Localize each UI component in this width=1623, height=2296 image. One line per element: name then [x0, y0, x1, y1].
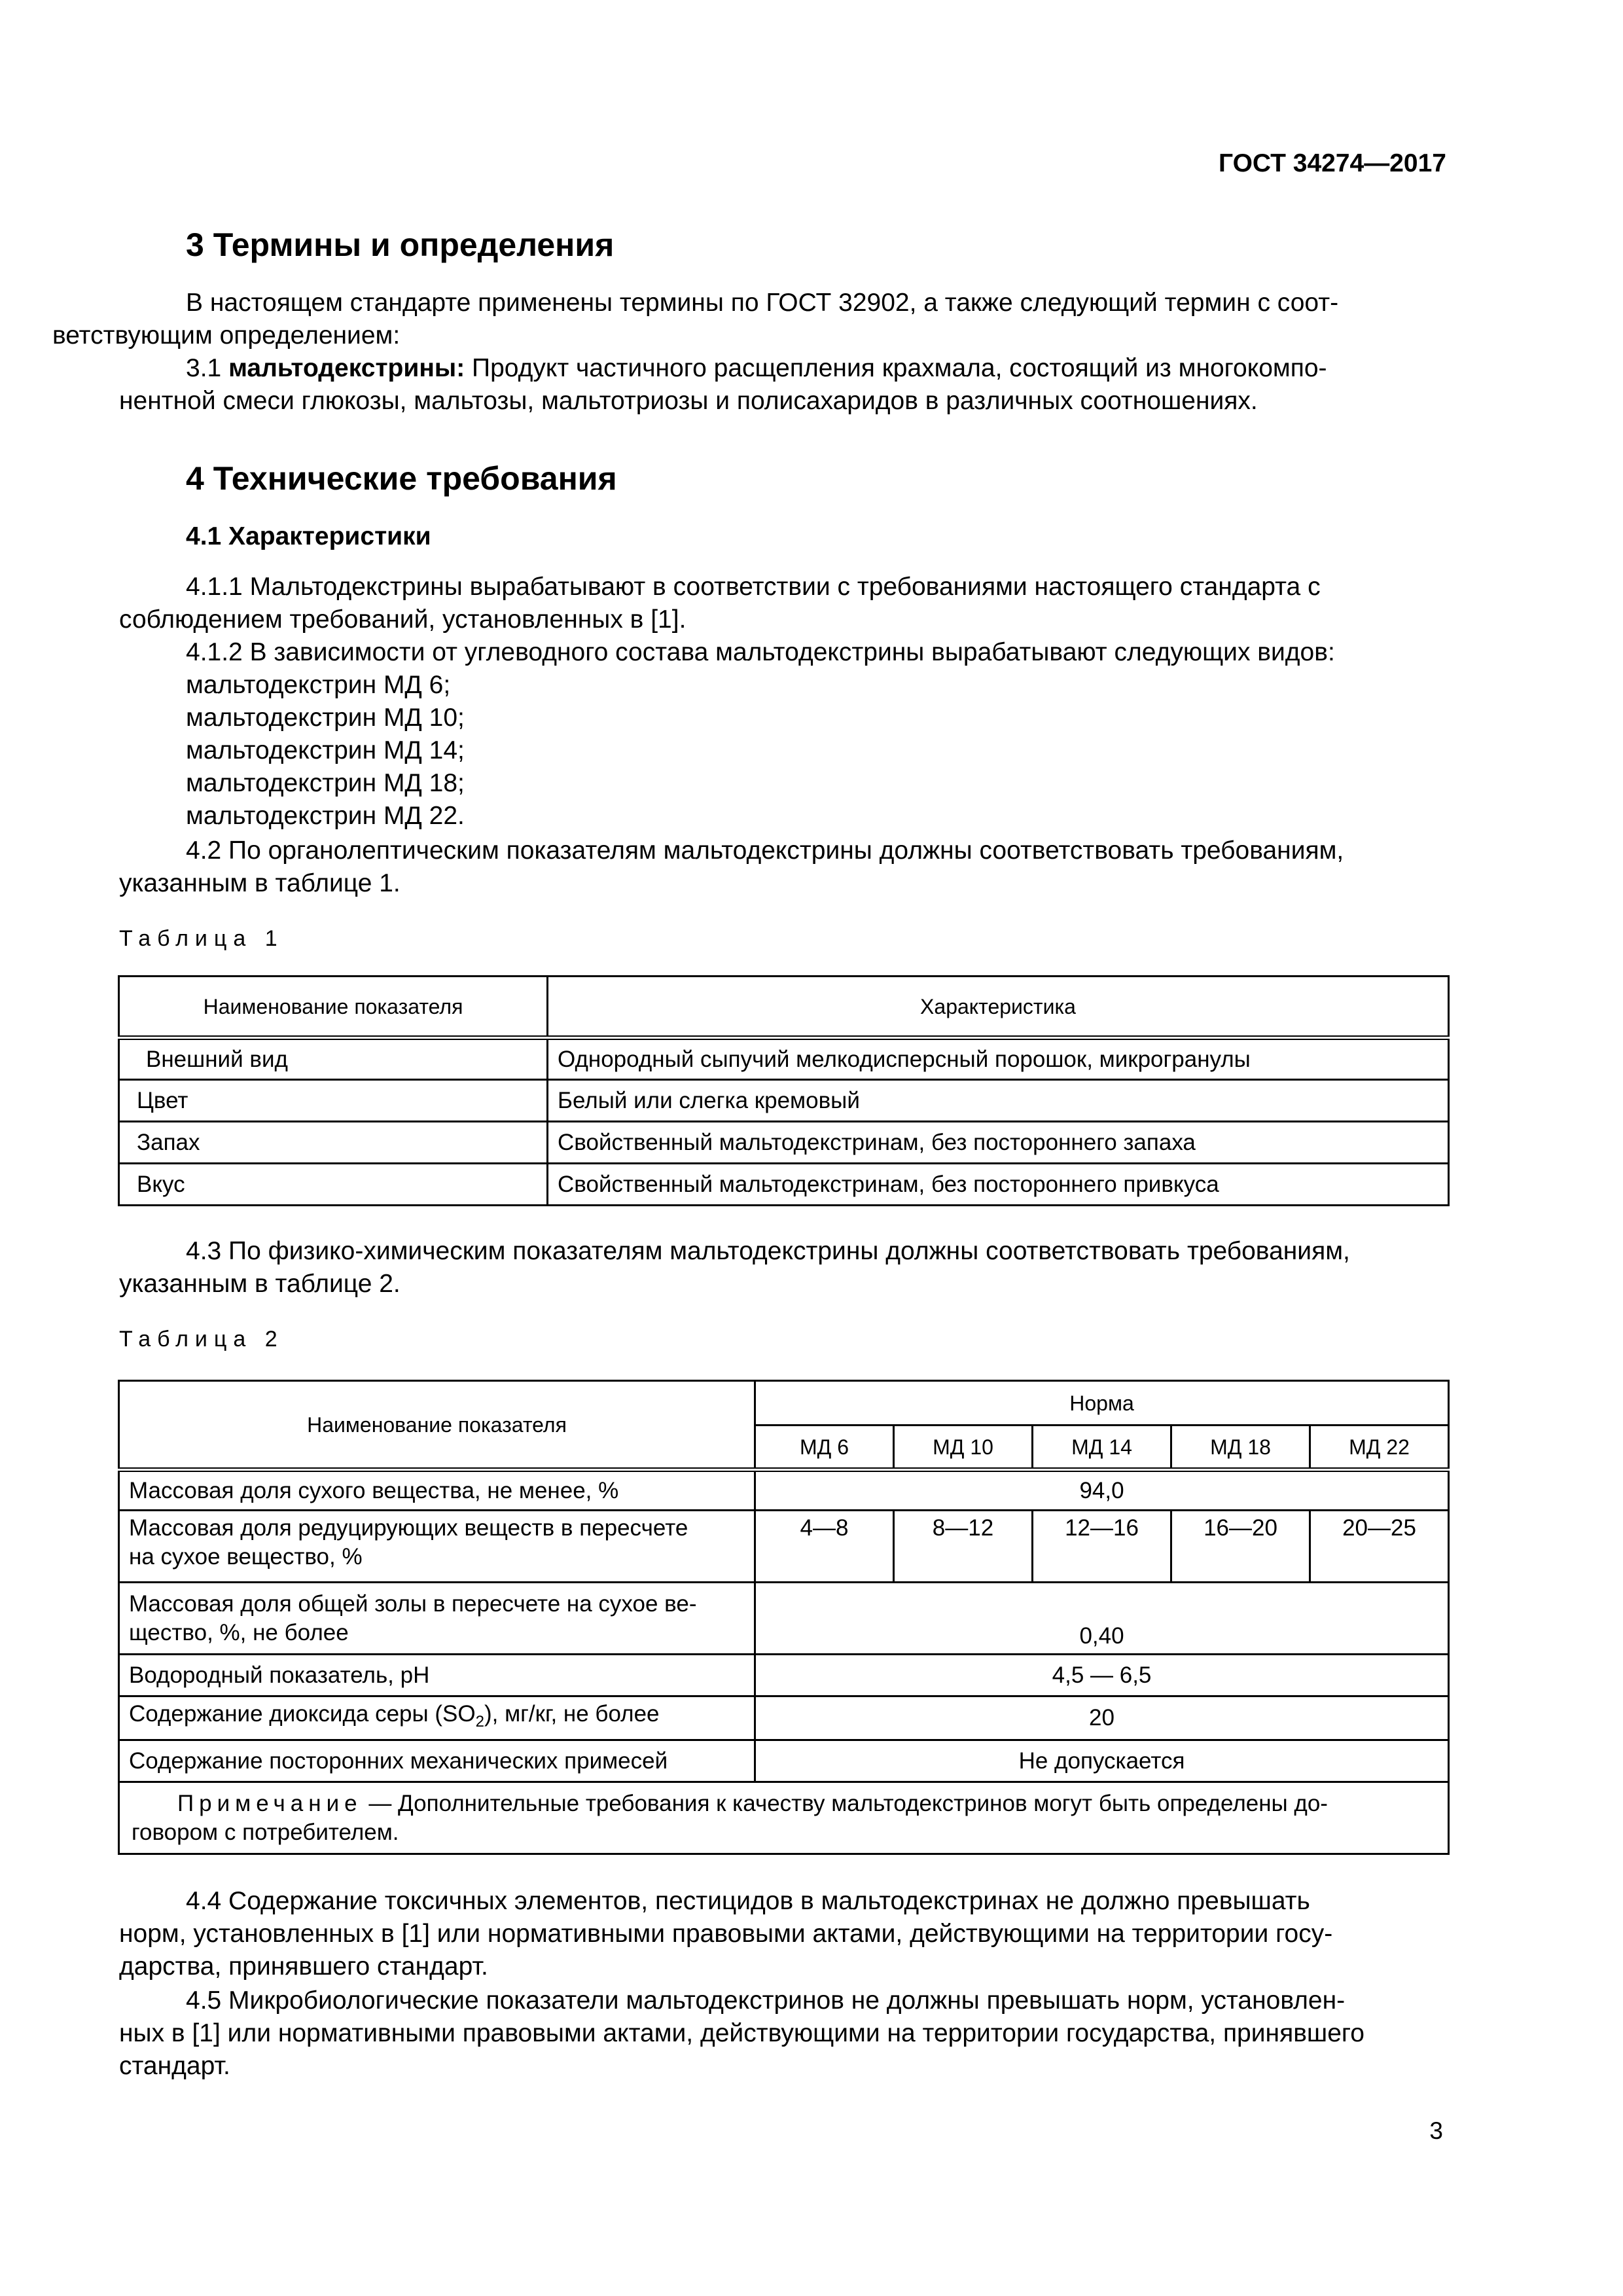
table-row: [119, 1080, 1449, 1122]
table-2-caption: Таблица 2: [119, 1327, 284, 1352]
table-row: [119, 1038, 1449, 1080]
indicator-value: 16—20: [1171, 1511, 1310, 1583]
note-line1: — Дополнительные требования к качеству мальтодекстринов могут быть определены до-: [368, 1790, 1328, 1816]
p44-line2: норм, установленных в [1] или нормативными правовыми актами, действующими на территории госу-: [119, 1920, 1333, 1948]
table-2-header-row: [119, 1381, 1449, 1426]
table-1-cell: Цвет: [119, 1080, 548, 1122]
note-line2: говором с потребителем.: [132, 1819, 399, 1845]
table-1-header-cell: Наименование показателя: [119, 977, 548, 1038]
table-row: [119, 1511, 1449, 1583]
p44-line1: 4.4 Содержание токсичных элементов, пестицидов в мальтодекстринах не должно превышать: [186, 1887, 1310, 1915]
table-row: [119, 1696, 1449, 1740]
indicator-name: [119, 1511, 755, 1583]
kind-item: мальтодекстрин МД 18;: [186, 769, 465, 797]
indicator-value: 12—16: [1033, 1511, 1171, 1583]
table-row: [119, 1655, 1449, 1696]
p45-line3: стандарт.: [119, 2052, 230, 2080]
table-1-cell: Свойственный мальтодекстринам, без постороннего привкуса: [548, 1164, 1449, 1206]
indicator-name: [119, 1696, 755, 1740]
indicator-name-line2: на сухое вещество, %: [129, 1544, 363, 1570]
indicator-name: Водородный показатель, pH: [119, 1655, 755, 1696]
grade-header: МД 10: [894, 1426, 1033, 1470]
indicator-name-line1: Массовая доля общей золы в пересчете на сухое ве-: [129, 1590, 697, 1617]
indicator-value: 0,40: [755, 1583, 1449, 1655]
p45-line1: 4.5 Микробиологические показатели мальтодекстринов не должны превышать норм, установлен-: [186, 1986, 1346, 2015]
indicator-name-line2: щество, %, не более: [129, 1619, 349, 1645]
table-1-cell: Внешний вид: [119, 1038, 548, 1080]
p42-line2: указанным в таблице 1.: [119, 869, 401, 897]
kind-item: мальтодекстрин МД 10;: [186, 704, 465, 732]
grade-header: МД 22: [1310, 1426, 1449, 1470]
table-row: [119, 1583, 1449, 1655]
table-row: [119, 1122, 1449, 1164]
subsection-4-1-title: 4.1 Характеристики: [186, 522, 431, 550]
grade-header: МД 18: [1171, 1426, 1310, 1470]
page-number: 3: [1429, 2117, 1443, 2144]
indicator-value: 20: [755, 1696, 1449, 1740]
term-def-line2: нентной смеси глюкозы, мальтозы, мальтотриозы и полисахаридов в различных соотношениях.: [119, 387, 1258, 415]
indicator-name: Массовая доля сухого вещества, не менее, %: [119, 1470, 755, 1511]
table-2-note: [119, 1782, 1449, 1854]
table-1-cell: Однородный сыпучий мелкодисперсный порошок, микрогранулы: [548, 1038, 1449, 1080]
doc-code: ГОСТ 34274—2017: [1219, 149, 1446, 177]
kind-item: мальтодекстрин МД 22.: [186, 802, 465, 830]
indicator-name-post: ), мг/кг, не более: [484, 1701, 660, 1727]
p44-line3: дарства, принявшего стандарт.: [119, 1952, 488, 1981]
p43-line2: указанным в таблице 2.: [119, 1270, 401, 1298]
table-1-cell: Запах: [119, 1122, 548, 1164]
section-4-title: 4 Технические требования: [186, 460, 617, 497]
indicator-value: 4—8: [755, 1511, 894, 1583]
term-def-line1: Продукт частичного расщепления крахмала, состоящий из многокомпо-: [472, 354, 1327, 382]
table-row: [119, 1740, 1449, 1782]
kind-item: мальтодекстрин МД 14;: [186, 736, 465, 764]
indicator-name-pre: Содержание диоксида серы (SO: [129, 1701, 476, 1727]
kind-item: мальтодекстрин МД 6;: [186, 671, 451, 699]
section-3-intro-line2: ветствующим определением:: [52, 321, 401, 350]
grade-header: МД 14: [1033, 1426, 1171, 1470]
table-2-header-name: Наименование показателя: [119, 1381, 755, 1470]
table-1-header-row: [119, 977, 1449, 1038]
term-definition: [186, 352, 1327, 385]
term-number: 3.1: [186, 354, 222, 382]
p411-line2: соблюдением требований, установленных в [1].: [119, 605, 687, 634]
table-1-caption: Таблица 1: [119, 926, 284, 951]
grade-header: МД 6: [755, 1426, 894, 1470]
indicator-name: [119, 1583, 755, 1655]
p43-line1: 4.3 По физико-химическим показателям мальтодекстрины должны соответствовать требованиям,: [186, 1237, 1350, 1265]
indicator-value: 20—25: [1310, 1511, 1449, 1583]
table-row: [119, 1470, 1449, 1511]
table-1-cell: Вкус: [119, 1164, 548, 1206]
table-row: [119, 1164, 1449, 1206]
table-1-cell: Свойственный мальтодекстринам, без постороннего запаха: [548, 1122, 1449, 1164]
table-1: [118, 975, 1450, 1206]
indicator-value: 94,0: [755, 1470, 1449, 1511]
p412: 4.1.2 В зависимости от углеводного состава мальтодекстрины вырабатывают следующих видов:: [186, 638, 1335, 666]
table-2-header-norm: Норма: [755, 1381, 1449, 1426]
table-2: [118, 1380, 1450, 1855]
term-name: мальтодекстрины:: [228, 354, 465, 382]
section-3-intro: [52, 287, 1448, 352]
indicator-name-sub: 2: [475, 1713, 484, 1731]
indicator-name-line1: Массовая доля редуцирующих веществ в пересчете: [129, 1515, 688, 1541]
indicator-value: 8—12: [894, 1511, 1033, 1583]
indicator-value: Не допускается: [755, 1740, 1449, 1782]
indicator-name: Содержание посторонних механических примесей: [119, 1740, 755, 1782]
p411-line1: 4.1.1 Мальтодекстрины вырабатывают в соответствии с требованиями настоящего стандарта с: [186, 573, 1321, 601]
indicator-value: 4,5 — 6,5: [755, 1655, 1449, 1696]
section-3-intro-line1: В настоящем стандарте применены термины по ГОСТ 32902, а также следующий термин с соот-: [186, 289, 1339, 317]
p45-line2: ных в [1] или нормативными правовыми актами, действующими на территории государства, принявшего: [119, 2019, 1364, 2047]
table-1-cell: Белый или слегка кремовый: [548, 1080, 1449, 1122]
note-label: Примечание: [177, 1790, 363, 1816]
p42-line1: 4.2 По органолептическим показателям мальтодекстрины должны соответствовать требованиям,: [186, 836, 1344, 865]
section-3-title: 3 Термины и определения: [186, 226, 615, 263]
table-1-header-cell: Характеристика: [548, 977, 1449, 1038]
table-2-note-row: [119, 1782, 1449, 1854]
